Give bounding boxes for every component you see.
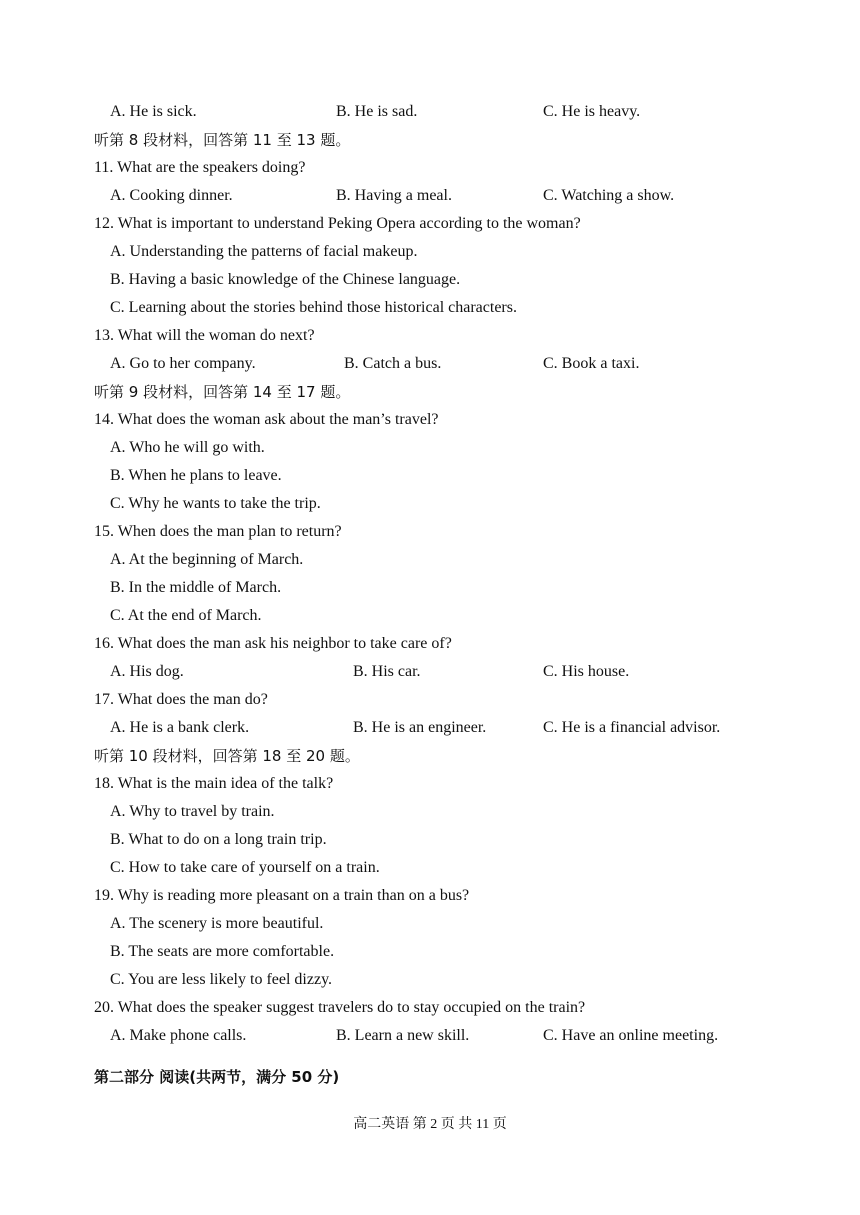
- question-text: 15. When does the man plan to return?: [94, 523, 342, 540]
- option-a: A. He is a bank clerk.: [110, 719, 250, 736]
- option-text: C. Why he wants to take the trip.: [110, 495, 321, 512]
- section-instruction: [0, 378, 860, 406]
- instruction-text: 听第 8 段材料，回答第 11 至 13 题。: [94, 131, 351, 149]
- option-a: A. His dog.: [110, 663, 184, 680]
- question-text: 13. What will the woman do next?: [94, 327, 315, 344]
- option-a: A. Make phone calls.: [110, 1027, 247, 1044]
- question-text: 14. What does the woman ask about the man’s travel?: [94, 411, 439, 428]
- option-row: [0, 826, 860, 854]
- option-text: A. Understanding the patterns of facial makeup.: [110, 243, 418, 260]
- option-row: [0, 350, 860, 378]
- option-row: [0, 238, 860, 266]
- question-text: 19. Why is reading more pleasant on a train than on a bus?: [94, 887, 470, 904]
- question-text: 20. What does the speaker suggest travelers do to stay occupied on the train?: [94, 999, 586, 1016]
- option-b: B. He is an engineer.: [353, 719, 487, 736]
- question-text: 18. What is the main idea of the talk?: [94, 775, 334, 792]
- question-text: 17. What does the man do?: [94, 691, 268, 708]
- option-c: C. He is heavy.: [543, 103, 641, 120]
- option-row: [0, 798, 860, 826]
- question-row: [0, 882, 860, 910]
- option-row: [0, 966, 860, 994]
- option-row: [0, 490, 860, 518]
- option-c: C. Have an online meeting.: [543, 1027, 719, 1044]
- question-row: [0, 518, 860, 546]
- option-a: A. He is sick.: [110, 103, 197, 120]
- option-text: B. What to do on a long train trip.: [110, 831, 327, 848]
- question-text: 12. What is important to understand Peking Opera according to the woman?: [94, 215, 581, 232]
- option-text: A. Who he will go with.: [110, 439, 265, 456]
- section-title: 第二部分 阅读(共两节，满分 50 分): [94, 1068, 340, 1086]
- option-row: [0, 910, 860, 938]
- option-c: C. Book a taxi.: [543, 355, 640, 372]
- page-footer: 高二英语 第 2 页 共 11 页: [353, 1117, 507, 1132]
- question-row: [0, 210, 860, 238]
- question-row: [0, 630, 860, 658]
- option-text: A. Why to travel by train.: [110, 803, 275, 820]
- question-row: [0, 154, 860, 182]
- instruction-text: 听第 10 段材料，回答第 18 至 20 题。: [94, 747, 360, 765]
- option-text: B. In the middle of March.: [110, 579, 282, 596]
- option-row: [0, 294, 860, 322]
- option-text: C. At the end of March.: [110, 607, 262, 624]
- option-text: A. The scenery is more beautiful.: [110, 915, 324, 932]
- section-instruction: [0, 126, 860, 154]
- option-a: A. Cooking dinner.: [110, 187, 233, 204]
- option-row: [0, 182, 860, 210]
- option-b: B. His car.: [353, 663, 421, 680]
- option-text: C. Learning about the stories behind those historical characters.: [110, 299, 517, 316]
- question-row: [0, 686, 860, 714]
- option-a: A. Go to her company.: [110, 355, 256, 372]
- option-text: A. At the beginning of March.: [110, 551, 304, 568]
- question-row: [0, 322, 860, 350]
- option-row: [0, 266, 860, 294]
- option-text: B. When he plans to leave.: [110, 467, 282, 484]
- option-row: [0, 658, 860, 686]
- option-row: [0, 854, 860, 882]
- question-text: 11. What are the speakers doing?: [94, 159, 306, 176]
- option-text: C. You are less likely to feel dizzy.: [110, 971, 333, 988]
- option-b: B. Having a meal.: [336, 187, 452, 204]
- option-row: [0, 574, 860, 602]
- option-text: C. How to take care of yourself on a train.: [110, 859, 380, 876]
- option-b: B. He is sad.: [336, 103, 418, 120]
- option-row: [0, 462, 860, 490]
- option-b: B. Learn a new skill.: [336, 1027, 470, 1044]
- option-row: [0, 602, 860, 630]
- option-row: [0, 98, 860, 126]
- option-c: C. Watching a show.: [543, 187, 675, 204]
- option-row: [0, 938, 860, 966]
- question-row: [0, 406, 860, 434]
- option-text: B. The seats are more comfortable.: [110, 943, 335, 960]
- section-instruction: [0, 742, 860, 770]
- instruction-text: 听第 9 段材料，回答第 14 至 17 题。: [94, 383, 351, 401]
- question-text: 16. What does the man ask his neighbor to take care of?: [94, 635, 452, 652]
- option-row: [0, 714, 860, 742]
- option-text: B. Having a basic knowledge of the Chinese language.: [110, 271, 461, 288]
- option-b: B. Catch a bus.: [344, 355, 442, 372]
- option-row: [0, 434, 860, 462]
- option-row: [0, 1022, 860, 1050]
- option-row: [0, 546, 860, 574]
- option-c: C. He is a financial advisor.: [543, 719, 721, 736]
- question-row: [0, 770, 860, 798]
- question-row: [0, 994, 860, 1022]
- option-c: C. His house.: [543, 663, 630, 680]
